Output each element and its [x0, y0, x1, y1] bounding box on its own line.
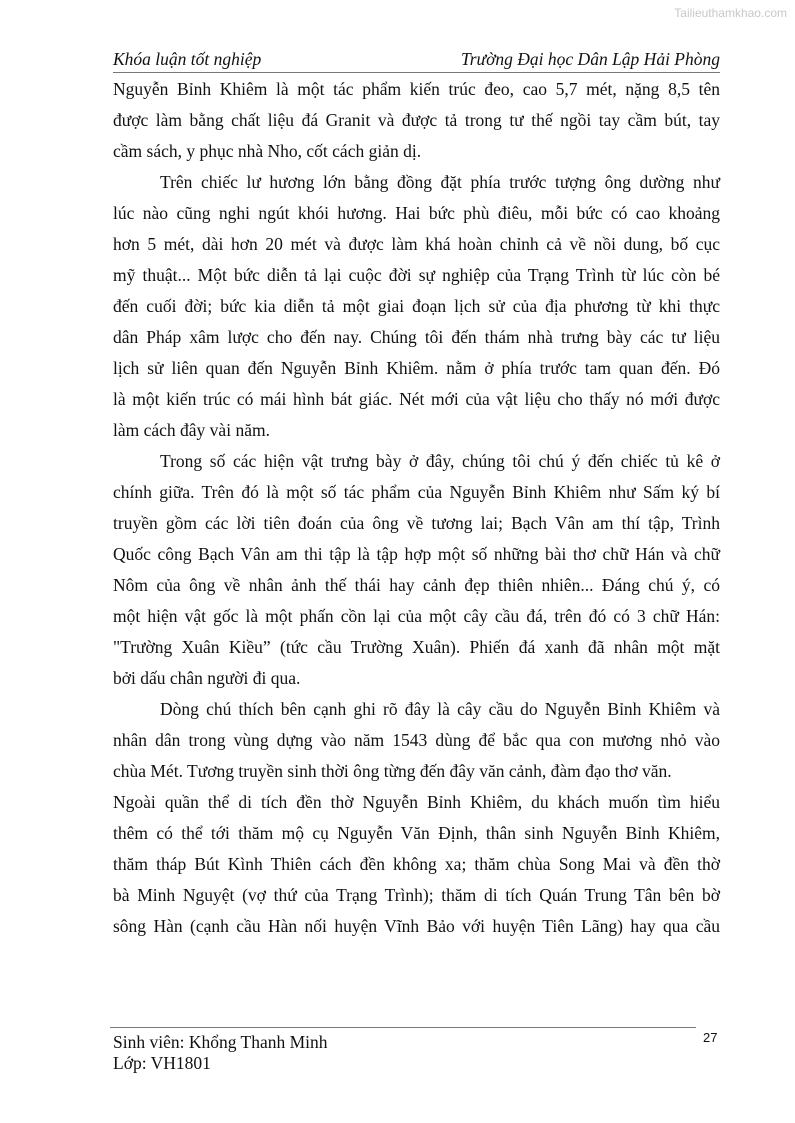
text-line: dân Pháp xâm lược cho đến nay. Chúng tôi đến thám nhà trưng bày các tư liệu — [113, 327, 720, 347]
page-number: 27 — [703, 1030, 718, 1045]
paragraph — [113, 787, 720, 942]
text-line: Nguyễn Bỉnh Khiêm là một tác phẩm kiến trúc đeo, cao 5,7 mét, nặng 8,5 tên — [113, 79, 720, 99]
text-line: "Trường Xuân Kiều” (tức cầu Trường Xuân). Phiến đá xanh đã nhân một mặt — [113, 637, 720, 657]
page-footer — [113, 1032, 328, 1074]
text-line: mỹ thuật... Một bức diễn tả lại cuộc đời sự nghiệp của Trạng Trình từ lúc còn bé — [113, 265, 720, 285]
text-line: cầm sách, y phục nhà Nho, cốt cách giản dị. — [113, 141, 422, 161]
text-line: lúc nào cũng nghi ngút khói hương. Hai bức phù điêu, mỗi bức có cao khoảng — [113, 203, 720, 223]
footer-rule — [110, 1027, 696, 1028]
text-line: một hiện vật gốc là một phấn cồn lại của một cây cầu đá, trên đó có 3 chữ Hán: — [113, 606, 720, 626]
page-header — [113, 48, 720, 73]
header-left: Khóa luận tốt nghiệp — [113, 49, 262, 69]
watermark: Tailieuthamkhao.com — [674, 6, 787, 20]
text-line: chùa Mét. Tương truyền sinh thời ông từng đến đây văn cảnh, đàm đạo thơ văn. — [113, 761, 672, 781]
text-line: Trong số các hiện vật trưng bày ở đây, chúng tôi chú ý đến chiếc tủ kê ở — [160, 451, 720, 471]
paragraph — [113, 167, 720, 446]
text-line: Dòng chú thích bên cạnh ghi rõ đây là cây cầu do Nguyễn Bỉnh Khiêm và — [160, 699, 720, 719]
text-line: được làm bằng chất liệu đá Granit và được tả trong tư thế ngồi tay cầm bút, tay — [113, 110, 720, 130]
text-line: thêm có thể tới thăm mộ cụ Nguyễn Văn Định, thân sinh Nguyễn Bỉnh Khiêm, — [113, 823, 720, 843]
body-text — [113, 74, 720, 942]
text-line: truyền gồm các lời tiên đoán của ông về tương lai; Bạch Vân am thí tập, Trình — [113, 513, 720, 533]
header-right: Trường Đại học Dân Lập Hải Phòng — [460, 49, 720, 69]
text-line: lịch sử liên quan đến Nguyễn Bỉnh Khiêm. nằm ở phía trước tam quan đến. Đó — [113, 358, 720, 378]
text-line: chính giữa. Trên đó là một số tác phẩm của Nguyễn Bỉnh Khiêm như Sấm ký bí — [113, 482, 720, 502]
text-line: bà Minh Nguyệt (vợ thứ của Trạng Trình); thăm di tích Quán Trung Tân bên bờ — [113, 885, 720, 905]
text-line: sông Hàn (cạnh cầu Hàn nối huyện Vĩnh Bảo với huyện Tiên Lãng) hay qua cầu — [113, 916, 720, 936]
text-line: làm cách đây vài năm. — [113, 420, 270, 440]
footer-student: Sinh viên: Khổng Thanh Minh — [113, 1032, 328, 1052]
paragraph — [113, 74, 720, 167]
text-line: bởi dấu chân người đi qua. — [113, 668, 301, 688]
text-line: Trên chiếc lư hương lớn bằng đồng đặt phía trước tượng ông dường như — [160, 172, 720, 192]
paragraph — [113, 446, 720, 694]
text-line: Ngoài quần thể di tích đền thờ Nguyễn Bỉnh Khiêm, du khách muốn tìm hiểu — [113, 792, 720, 812]
text-line: là một kiến trúc có mái hình bát giác. Nét mới của vật liệu cho thấy nó mới được — [113, 389, 720, 409]
text-line: đến cuối đời; bức kia diễn tả một giai đoạn lịch sử của địa phương từ khi thực — [113, 296, 720, 316]
text-line: nhân dân trong vùng dựng vào năm 1543 dùng để bắc qua con mương nhỏ vào — [113, 730, 720, 750]
text-line: Nôm của ông về nhân ảnh thế thái hay cảnh đẹp thiên nhiên... Đáng chú ý, có — [113, 575, 720, 595]
text-line: thăm tháp Bút Kình Thiên cách đền không xa; thăm chùa Song Mai và đền thờ — [113, 854, 720, 874]
footer-class: Lớp: VH1801 — [113, 1053, 211, 1073]
paragraph — [113, 694, 720, 787]
text-line: Quốc công Bạch Vân am thi tập là tập hợp một số những bài thơ chữ Hán và chữ — [113, 544, 720, 564]
text-line: hơn 5 mét, dài hơn 20 mét và được làm khá hoàn chỉnh cả về nồi dung, bố cục — [113, 234, 720, 254]
